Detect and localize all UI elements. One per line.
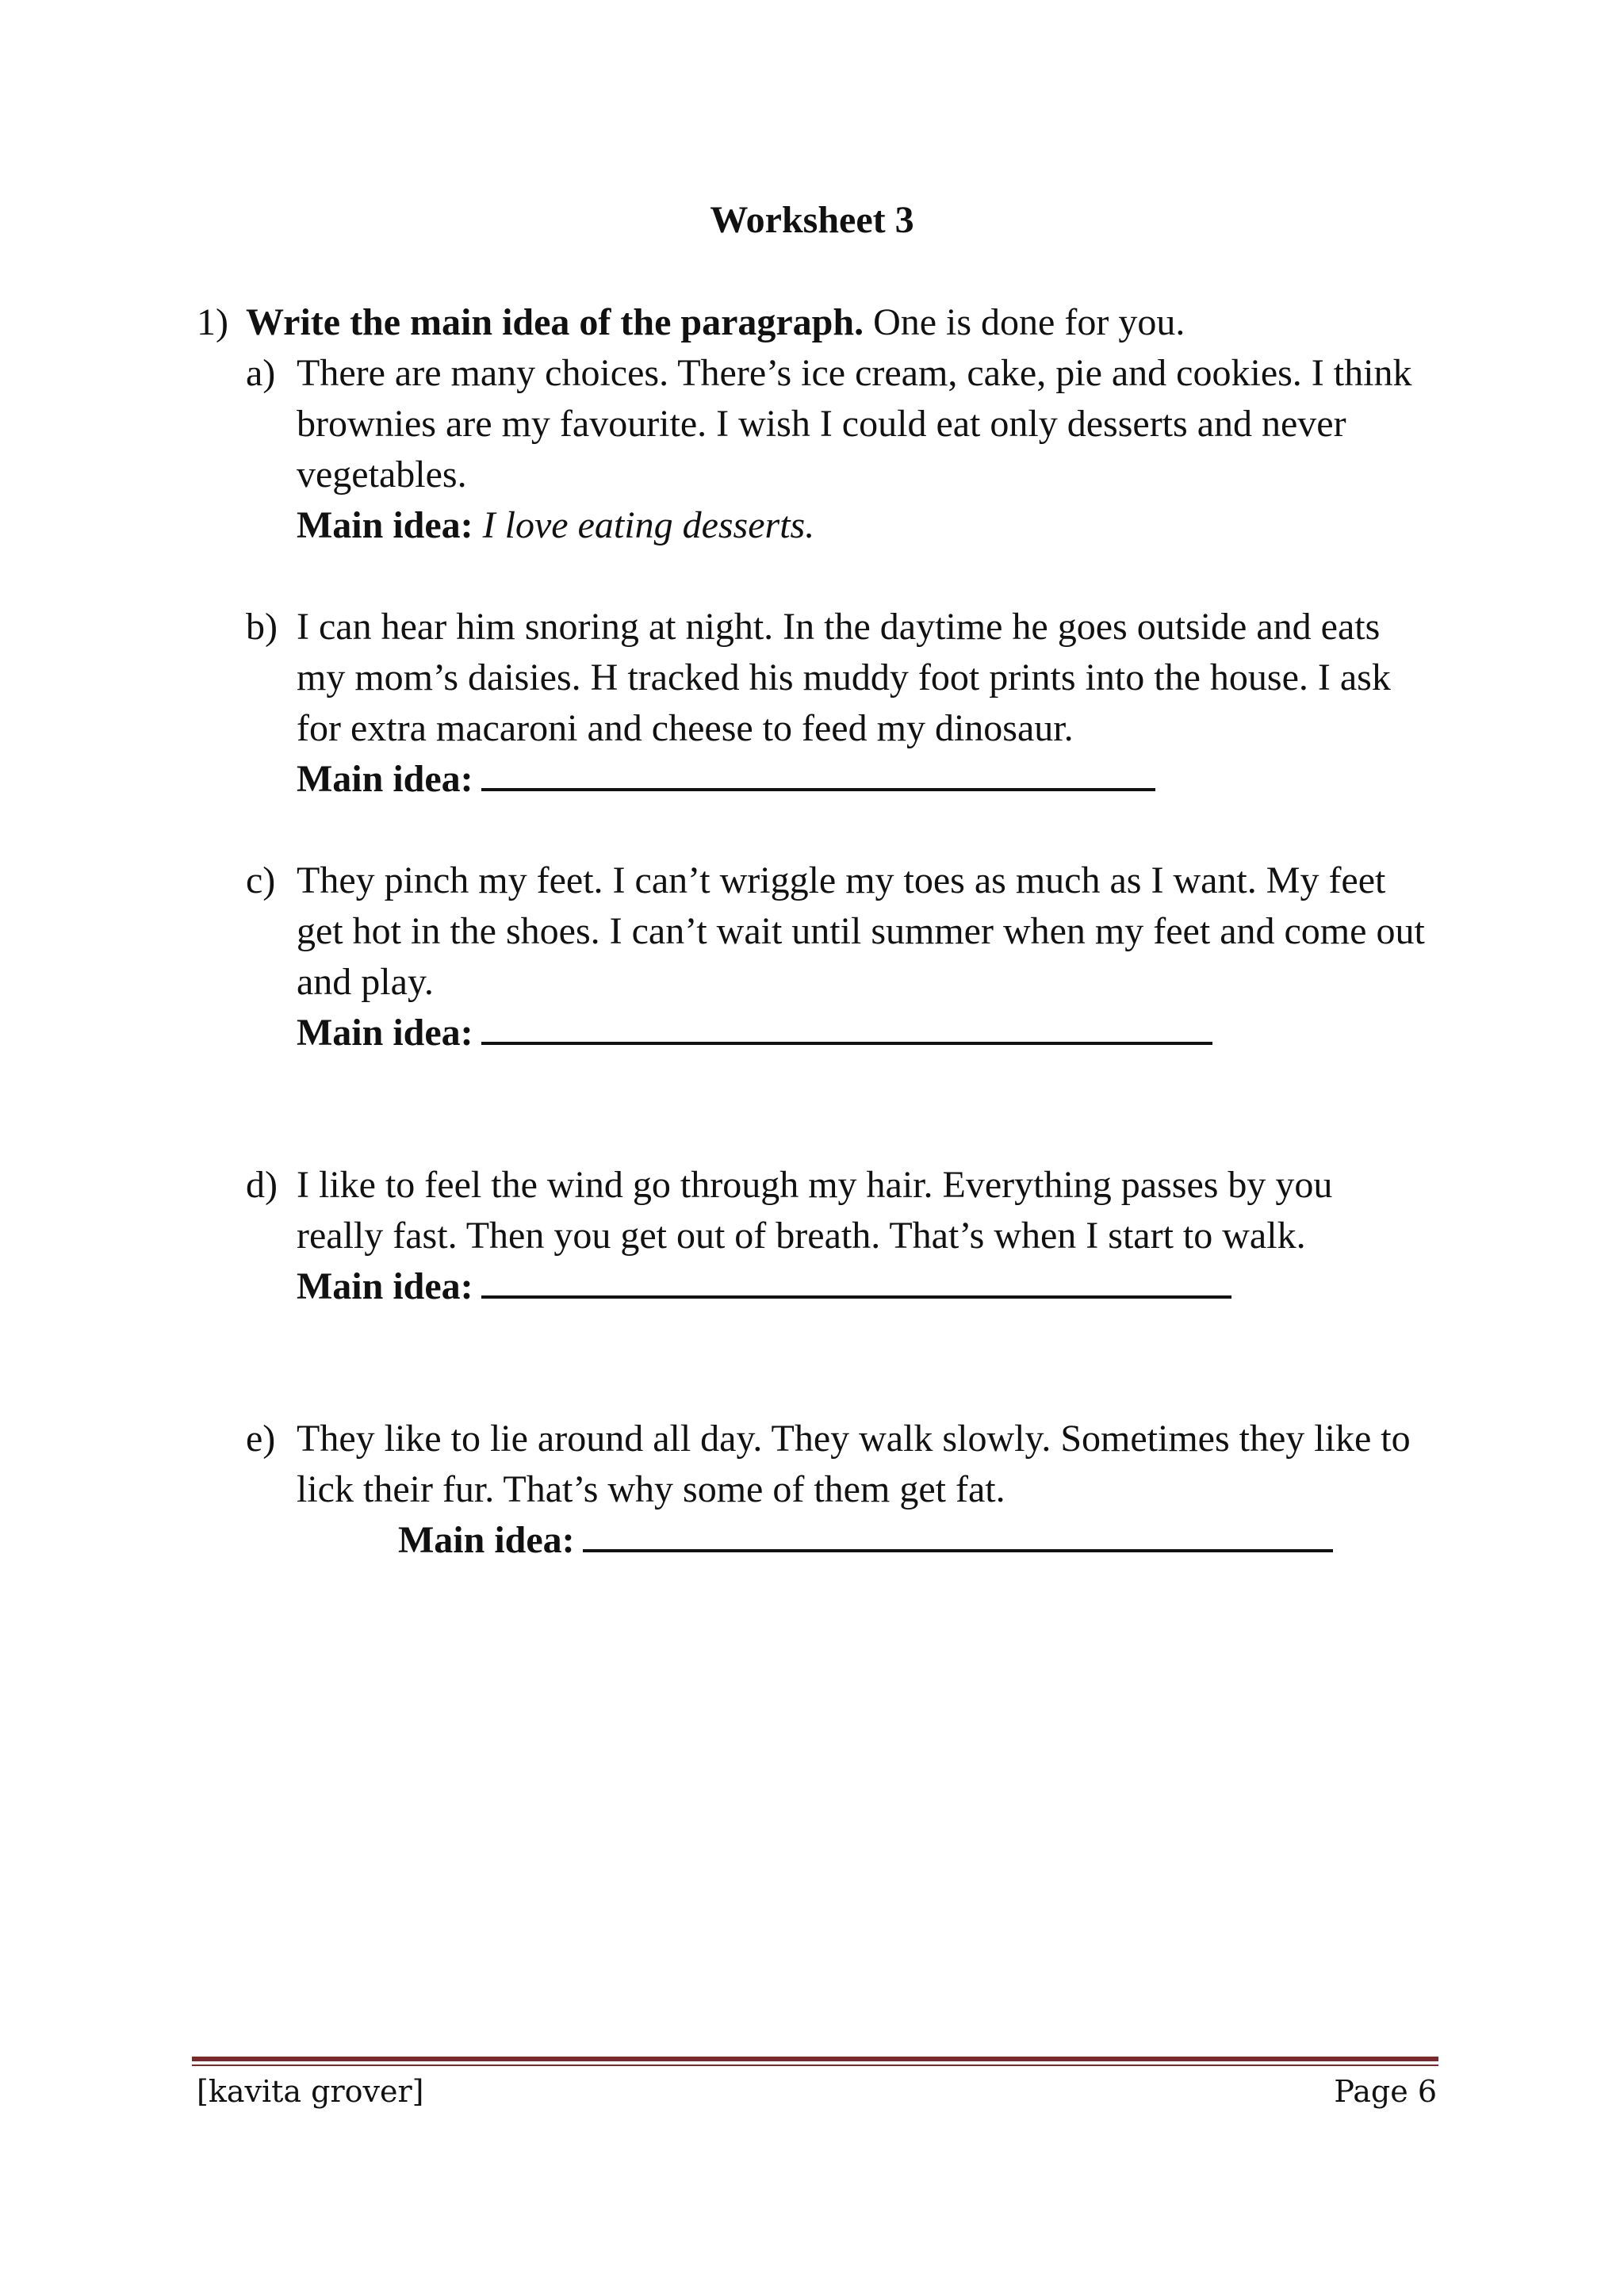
paragraph-line: really fast. Then you get out of breath. That’s when I start to walk.: [297, 1215, 1306, 1257]
paragraph-line: and play.: [297, 961, 434, 1003]
paragraph-line: get hot in the shoes. I can’t wait until summer when my feet and come out: [297, 910, 1425, 952]
instruction-rest: One is done for you.: [864, 301, 1185, 343]
paragraph-line: vegetables.: [297, 453, 467, 496]
footer-rule-thin: [192, 2064, 1438, 2066]
main-idea-row: [398, 1515, 1411, 1566]
paragraph-line: They like to lie around all day. They walk slowly. Sometimes they like to: [297, 1418, 1411, 1460]
item-letter: b): [246, 606, 278, 648]
paragraph-line: my mom’s daisies. H tracked his muddy foot prints into the house. I ask: [297, 656, 1391, 698]
paragraph-line: for extra macaroni and cheese to feed my dinosaur.: [297, 707, 1074, 749]
paragraph-line: I can hear him snoring at night. In the daytime he goes outside and eats: [297, 606, 1381, 648]
item-letter: a): [246, 352, 276, 394]
paragraph-line: I like to feel the wind go through my hair. Everything passes by you: [297, 1164, 1333, 1206]
main-idea-row: [297, 500, 1411, 551]
footer-author: [kavita grover]: [197, 2074, 424, 2109]
main-idea-row: [297, 754, 1391, 805]
answer-blank[interactable]: [481, 783, 1155, 791]
item-letter: d): [246, 1164, 278, 1206]
page-title: Worksheet 3: [710, 199, 914, 241]
footer-page-number: Page 6: [1334, 2074, 1437, 2109]
main-idea-label: Main idea:: [297, 758, 473, 800]
main-idea-answer: I love eating desserts.: [482, 504, 815, 546]
answer-blank[interactable]: [481, 1291, 1231, 1299]
question-number: 1): [197, 301, 228, 343]
main-idea-label: Main idea:: [297, 504, 473, 546]
question-instruction: [246, 297, 1185, 348]
paragraph-line: brownies are my favourite. I wish I could eat only desserts and never: [297, 403, 1346, 445]
answer-blank[interactable]: [583, 1544, 1333, 1552]
item-letter: c): [246, 859, 276, 901]
paragraph-line: There are many choices. There’s ice cream, cake, pie and cookies. I think: [297, 352, 1412, 394]
main-idea-label: Main idea:: [297, 1012, 473, 1054]
main-idea-label: Main idea:: [398, 1519, 575, 1561]
footer-rule: [192, 2057, 1438, 2061]
answer-blank[interactable]: [481, 1037, 1212, 1045]
main-idea-row: [297, 1008, 1425, 1058]
paragraph-line: They pinch my feet. I can’t wriggle my toes as much as I want. My feet: [297, 859, 1386, 901]
item-letter: e): [246, 1418, 276, 1460]
paragraph-line: lick their fur. That’s why some of them get fat.: [297, 1468, 1005, 1510]
main-idea-row: [297, 1261, 1332, 1312]
instruction-bold: Write the main idea of the paragraph.: [246, 301, 864, 343]
main-idea-label: Main idea:: [297, 1265, 473, 1307]
